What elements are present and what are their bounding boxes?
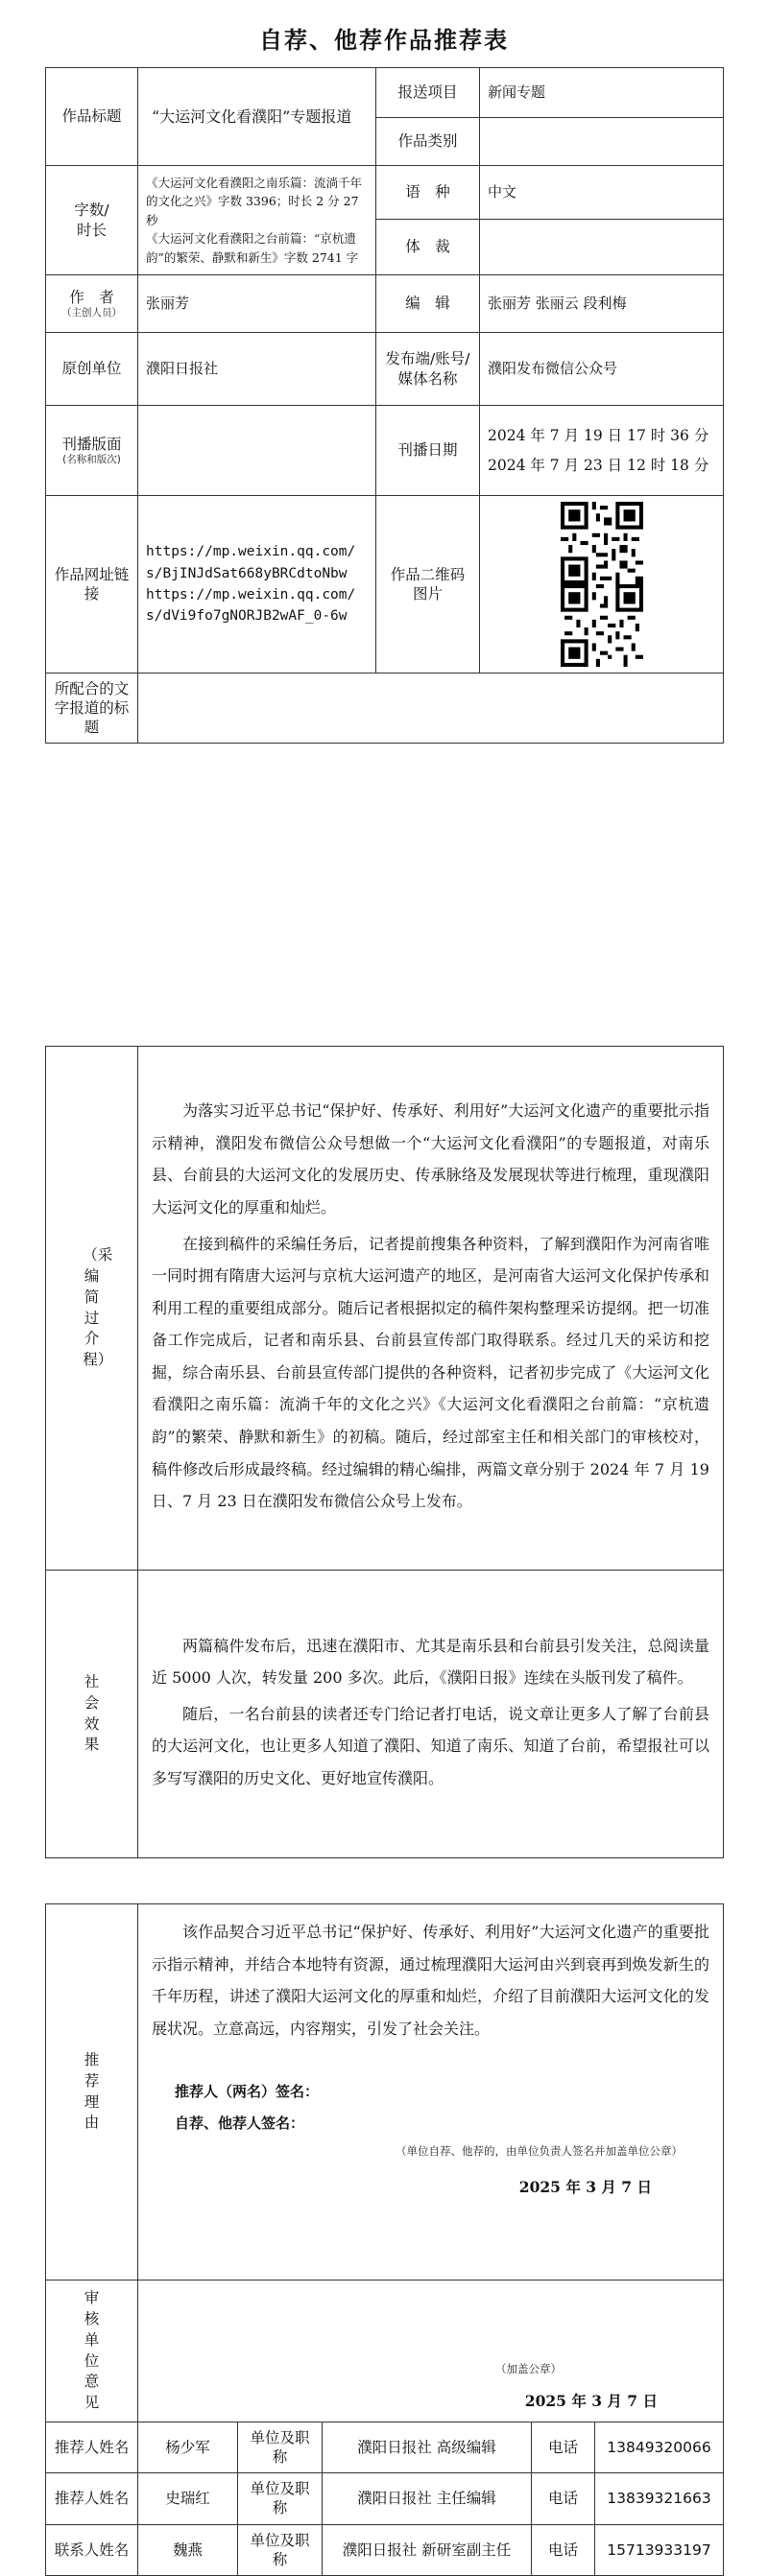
sign-date: 2025 年 3 月 7 日 [518,2178,652,2196]
review-note: （加盖公章） [495,2361,562,2375]
date-item: 2024 年 7 月 23 日 12 时 18 分 [488,456,709,474]
author-label [46,275,138,333]
effect-paragraph: 两篇稿件发布后，迅速在濮阳市、尤其是南乐县和台前县引发关注，总阅读量近 5000 人次，转发量 200 多次。此后，《濮阳日报》连续在头版刊发了稿件。 [152,1636,709,1688]
self-recommend-sign: 自荐、他荐人签名： [175,2114,305,2132]
length-label-line1: 字数/ [74,201,109,220]
process-paragraph: 为落实习近平总书记“保护好、传承好、利用好”大运河文化遗产的重要批示指示精神，濮阳发布微信公众号想做一个“大运河文化看濮阳”的专题报道，对南乐县、台前县的大运河文化的发展历史、传承脉络及发展现状等进行梳理，重现濮阳大运河文化的厚重和灿烂。 [152,1101,709,1217]
contact-unit-label: 单位及职称 [238,2524,323,2575]
length-label [46,166,138,275]
contact-row [46,2422,724,2473]
effect-label-cell [46,1571,138,1858]
language: 中文 [480,166,724,220]
length-label-line2: 时长 [76,221,107,239]
unit-label: 原创单位 [46,333,138,406]
author-sublabel: （主创人员） [61,306,122,319]
contact-tel: 15713933197 [595,2524,724,2575]
contact-tel: 13849320066 [595,2422,724,2473]
url-link[interactable]: https://mp.weixin.qq.com/s/dVi9fo7gNORJB2wAF_0-6w [146,587,356,625]
url-values [138,496,376,674]
layout-label-text: 刊播版面 [61,435,122,453]
effect-paragraph: 随后，一名台前县的读者还专门给记者打电话，说文章让更多人了解了台前县的大运河文化，也让更多人知道了濮阳、知道了南乐、知道了台前，希望报社可以多写写濮阳的历史文化、更好地宣传濮阳。 [152,1704,709,1787]
date-label: 刊播日期 [376,406,480,496]
contact-name: 史瑞红 [138,2473,238,2524]
url-link[interactable]: https://mp.weixin.qq.com/s/BjINJdSat668yBRCdtoNbw [146,544,356,581]
length-value [138,166,376,275]
page-title: 自荐、他荐作品推荐表 [259,27,509,54]
contact-tel-label: 电话 [532,2422,595,2473]
process-label: （采编简过介程） [83,1246,113,1368]
contact-role: 联系人姓名 [46,2524,138,2575]
publisher-label: 发布端/账号/媒体名称 [376,333,480,406]
recommend-table [45,1903,724,2576]
layout-sublabel: (名称和版次) [62,453,121,465]
work-title-label: 作品标题 [46,68,138,166]
contact-unit-label: 单位及职称 [238,2473,323,2524]
review-label: 审核单位意见 [84,2289,100,2411]
language-label: 语 种 [376,166,480,220]
length-item: 《大运河文化看濮阳之南乐篇：流淌千年的文化之兴》字数 3396；时长 2 分 27 秒 [146,176,363,227]
info-table [45,67,724,744]
genre-label: 体 裁 [376,220,480,275]
length-item: 《大运河文化看濮阳之台前篇：“京杭遗韵”的繁荣、静默和新生》字数 2741 字 [146,231,359,265]
contact-row [46,2524,724,2575]
qr-code-icon [561,502,643,584]
process-paragraph: 在接到稿件的采编任务后，记者提前搜集各种资料，了解到濮阳作为河南省唯一同时拥有隋唐大运河与京杭大运河遗产的地区，是河南省大运河文化保护传承和利用工程的重要组成部分。随后记者根据拟定的稿件架构整理采访提纲。把一切准备工作完成后，记者和南乐县、台前县宣传部门取得联系。经过几天的采访和挖掘，综合南乐县、台前县宣传部门提供的各种资料，记者初步完成了《大运河文化看濮阳之南乐篇：流淌千年的文化之兴》《大运河文化看濮阳之台前篇：“京杭遗韵”的繁荣、静默和新生》的初稿。随后，经过部室主任和相关部门的审核校对，稿件修改后形成最终稿。经过编辑的精心编排，两篇文章分别于 2024 年 7 月 19 日、7 月 23 日在濮阳发布微信公众号上发布。 [152,1234,709,1511]
effect-text [138,1571,724,1858]
qr-cell [480,496,724,674]
recommender-sign: 推荐人（两名）签名： [175,2083,320,2101]
contact-unit-label: 单位及职称 [238,2422,323,2473]
genre [480,220,724,275]
category-label: 作品类别 [376,118,480,166]
date-values [480,406,724,496]
sign-note: （单位自荐、他荐的，由单位负责人签名并加盖单位公章） [396,2143,683,2158]
contact-unit: 濮阳日报社 高级编辑 [323,2422,532,2473]
contact-tel-label: 电话 [532,2524,595,2575]
category [480,118,724,166]
review-label-cell [46,2281,138,2422]
layout-value [138,406,376,496]
effect-label: 社会效果 [84,1673,100,1754]
reason-cell [138,1904,724,2281]
reason-text: 该作品契合习近平总书记“保护好、传承好、利用好”大运河文化遗产的重要批示指示精神，并结合本地特有资源，通过梳理濮阳大运河由兴到衰再到焕发新生的千年历程，讲述了濮阳大运河文化的厚重和灿烂，介绍了目前濮阳大运河文化的发展状况。立意高远，内容翔实，引发了社会关注。 [152,1923,709,2038]
unit: 濮阳日报社 [138,333,376,406]
author-label-text: 作 者 [69,288,114,306]
qr-code-icon [561,584,643,667]
contact-tel-label: 电话 [532,2473,595,2524]
editor: 张丽芳 张丽云 段利梅 [480,275,724,333]
qr-label: 作品二维码图片 [376,496,480,674]
review-date: 2025 年 3 月 7 日 [524,2391,658,2410]
contact-tel: 13839321663 [595,2473,724,2524]
contact-unit: 濮阳日报社 主任编辑 [323,2473,532,2524]
editor-label: 编 辑 [376,275,480,333]
process-text [138,1047,724,1571]
process-table [45,1046,724,1858]
contact-role: 推荐人姓名 [46,2422,138,2473]
contact-name: 魏燕 [138,2524,238,2575]
date-item: 2024 年 7 月 19 日 17 时 36 分 [488,426,709,444]
related-value [138,674,724,744]
publisher: 濮阳发布微信公众号 [480,333,724,406]
layout-label [46,406,138,496]
contact-row [46,2473,724,2524]
author: 张丽芳 [138,275,376,333]
reason-label-cell [46,1904,138,2281]
contact-role: 推荐人姓名 [46,2473,138,2524]
url-label: 作品网址链接 [46,496,138,674]
reason-label: 推荐理由 [84,2051,100,2132]
report-item-label: 报送项目 [376,68,480,118]
review-cell [138,2281,724,2422]
work-title: “大运河文化看濮阳”专题报道 [138,68,376,166]
process-label-cell [46,1047,138,1571]
contact-unit: 濮阳日报社 新研室副主任 [323,2524,532,2575]
report-item: 新闻专题 [480,68,724,118]
contact-name: 杨少军 [138,2422,238,2473]
related-label: 所配合的文字报道的标题 [46,674,138,744]
